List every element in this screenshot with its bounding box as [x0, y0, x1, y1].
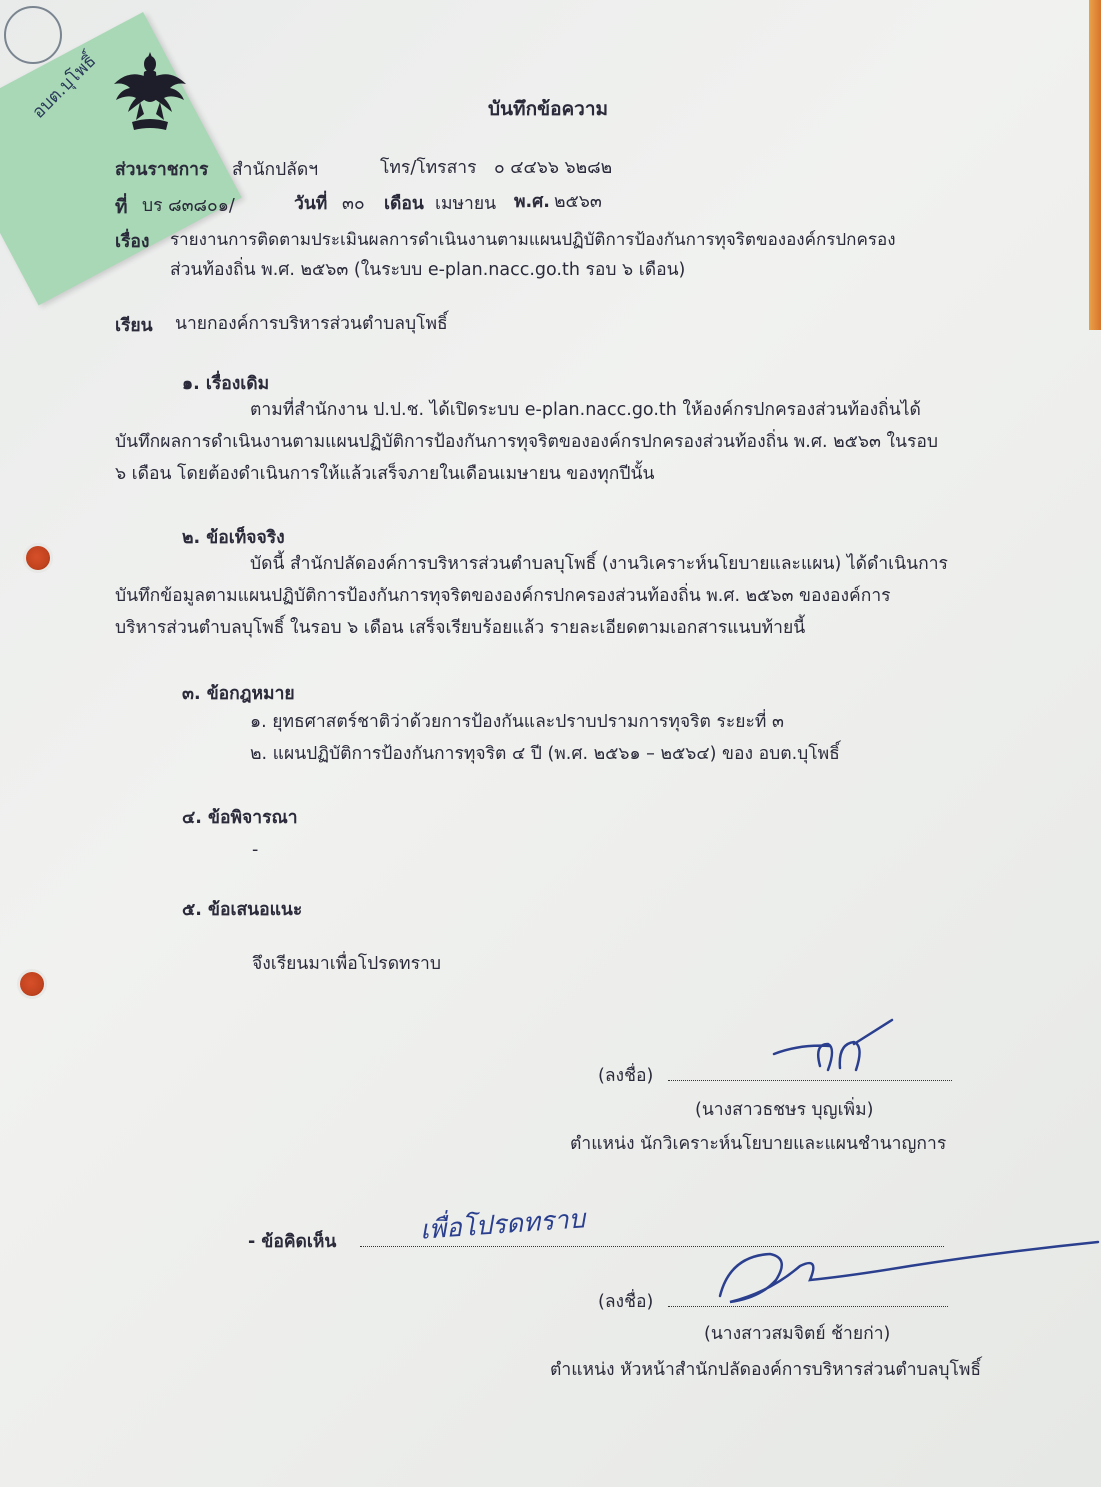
ref-label: ที่ [115, 196, 128, 218]
stamp-label: อบต.บุโพธิ์ [28, 51, 101, 123]
seal-stamp [4, 6, 62, 64]
agency-label: ส่วนราชการ [115, 160, 209, 180]
section-5-heading: ๕. ข้อเสนอแนะ [182, 900, 303, 920]
signature-1-mark [770, 1014, 900, 1084]
ref-value: บร ๘๓๘๐๑/ [142, 196, 235, 216]
signature-2-name: (นางสาวสมจิตย์ ช้ายก่า) [704, 1324, 891, 1344]
section-2-line-3: บริหารส่วนตำบลบุโพธิ์ ในรอบ ๖ เดือน เสร็จเรียบร้อยแล้ว รายละเอียดตามเอกสารแนบท้ายนี้ [115, 618, 806, 638]
agency-value: สำนักปลัดฯ [232, 160, 319, 180]
section-3-item-1: ๑. ยุทธศาสตร์ชาติว่าด้วยการป้องกันและปราบปรามการทุจริต ระยะที่ ๓ [250, 712, 784, 732]
signature-2-label: (ลงชื่อ) [598, 1292, 654, 1312]
folder-edge [1089, 0, 1101, 330]
comment-handwriting: เพื่อโปรดทราบ [419, 1204, 587, 1246]
date-day: ๓๐ [342, 194, 365, 214]
comment-label: - ข้อคิดเห็น [248, 1232, 337, 1252]
year-value: ๒๕๖๓ [554, 192, 602, 212]
subject-label: เรื่อง [115, 232, 150, 252]
memo-title: บันทึกข้อความ [488, 98, 609, 120]
section-1-line-3: ๖ เดือน โดยต้องดำเนินการให้แล้วเสร็จภายในเดือนเมษายน ของทุกปีนั้น [115, 464, 655, 484]
to-value: นายกองค์การบริหารส่วนตำบลบุโพธิ์ [175, 314, 448, 334]
section-3-heading: ๓. ข้อกฎหมาย [182, 684, 295, 704]
punch-hole-bottom [20, 972, 44, 996]
phone-label: โทร/โทรสาร [380, 158, 477, 178]
signature-2-position: ตำแหน่ง หัวหน้าสำนักปลัดองค์การบริหารส่วนตำบลบุโพธิ์ [550, 1360, 982, 1380]
section-1-heading: ๑. เรื่องเดิม [182, 374, 270, 394]
punch-hole-top [26, 546, 50, 570]
section-1-line-1: ตามที่สำนักงาน ป.ป.ช. ได้เปิดระบบ e-plan.nacc.go.th ให้องค์กรปกครองส่วนท้องถิ่นได้ [250, 400, 921, 420]
to-label: เรียน [115, 316, 153, 336]
garuda-emblem-icon [110, 50, 190, 132]
signature-1-label: (ลงชื่อ) [598, 1066, 654, 1086]
subject-line-1: รายงานการติดตามประเมินผลการดำเนินงานตามแผนปฏิบัติการป้องกันการทุจริตขององค์กรปกครอง [170, 230, 896, 250]
signature-2-mark [710, 1236, 1101, 1316]
phone-value: ๐ ๔๔๖๖ ๖๒๘๒ [494, 158, 613, 178]
section-4-heading: ๔. ข้อพิจารณา [182, 808, 298, 828]
month-label: เดือน [384, 194, 424, 214]
section-3-item-2: ๒. แผนปฏิบัติการป้องกันการทุจริต ๔ ปี (พ.ศ. ๒๕๖๑ – ๒๕๖๔) ของ อบต.บุโพธิ์ [250, 744, 840, 764]
signature-1-name: (นางสาวธชษร บุญเพิ่ม) [695, 1100, 874, 1120]
month-value: เมษายน [435, 194, 497, 214]
closing-text: จึงเรียนมาเพื่อโปรดทราบ [252, 954, 441, 974]
section-1-line-2: บันทึกผลการดำเนินงานตามแผนปฏิบัติการป้องกันการทุจริตขององค์กรปกครองส่วนท้องถิ่น พ.ศ. ๒๕๖๓ ในรอบ [115, 432, 939, 452]
section-2-line-1: บัดนี้ สำนักปลัดองค์การบริหารส่วนตำบลบุโพธิ์ (งานวิเคราะห์นโยบายและแผน) ได้ดำเนินการ [250, 554, 948, 574]
signature-1-position: ตำแหน่ง นักวิเคราะห์นโยบายและแผนชำนาญการ [570, 1134, 947, 1154]
subject-line-2: ส่วนท้องถิ่น พ.ศ. ๒๕๖๓ (ในระบบ e-plan.nacc.go.th รอบ ๖ เดือน) [170, 260, 686, 280]
year-label: พ.ศ. [514, 192, 550, 212]
section-4-body: - [252, 840, 259, 860]
section-2-heading: ๒. ข้อเท็จจริง [182, 528, 285, 548]
date-label: วันที่ [294, 194, 328, 214]
section-2-line-2: บันทึกข้อมูลตามแผนปฏิบัติการป้องกันการทุจริตขององค์กรปกครองส่วนท้องถิ่น พ.ศ. ๒๕๖๓ ขององค์การ [115, 586, 891, 606]
